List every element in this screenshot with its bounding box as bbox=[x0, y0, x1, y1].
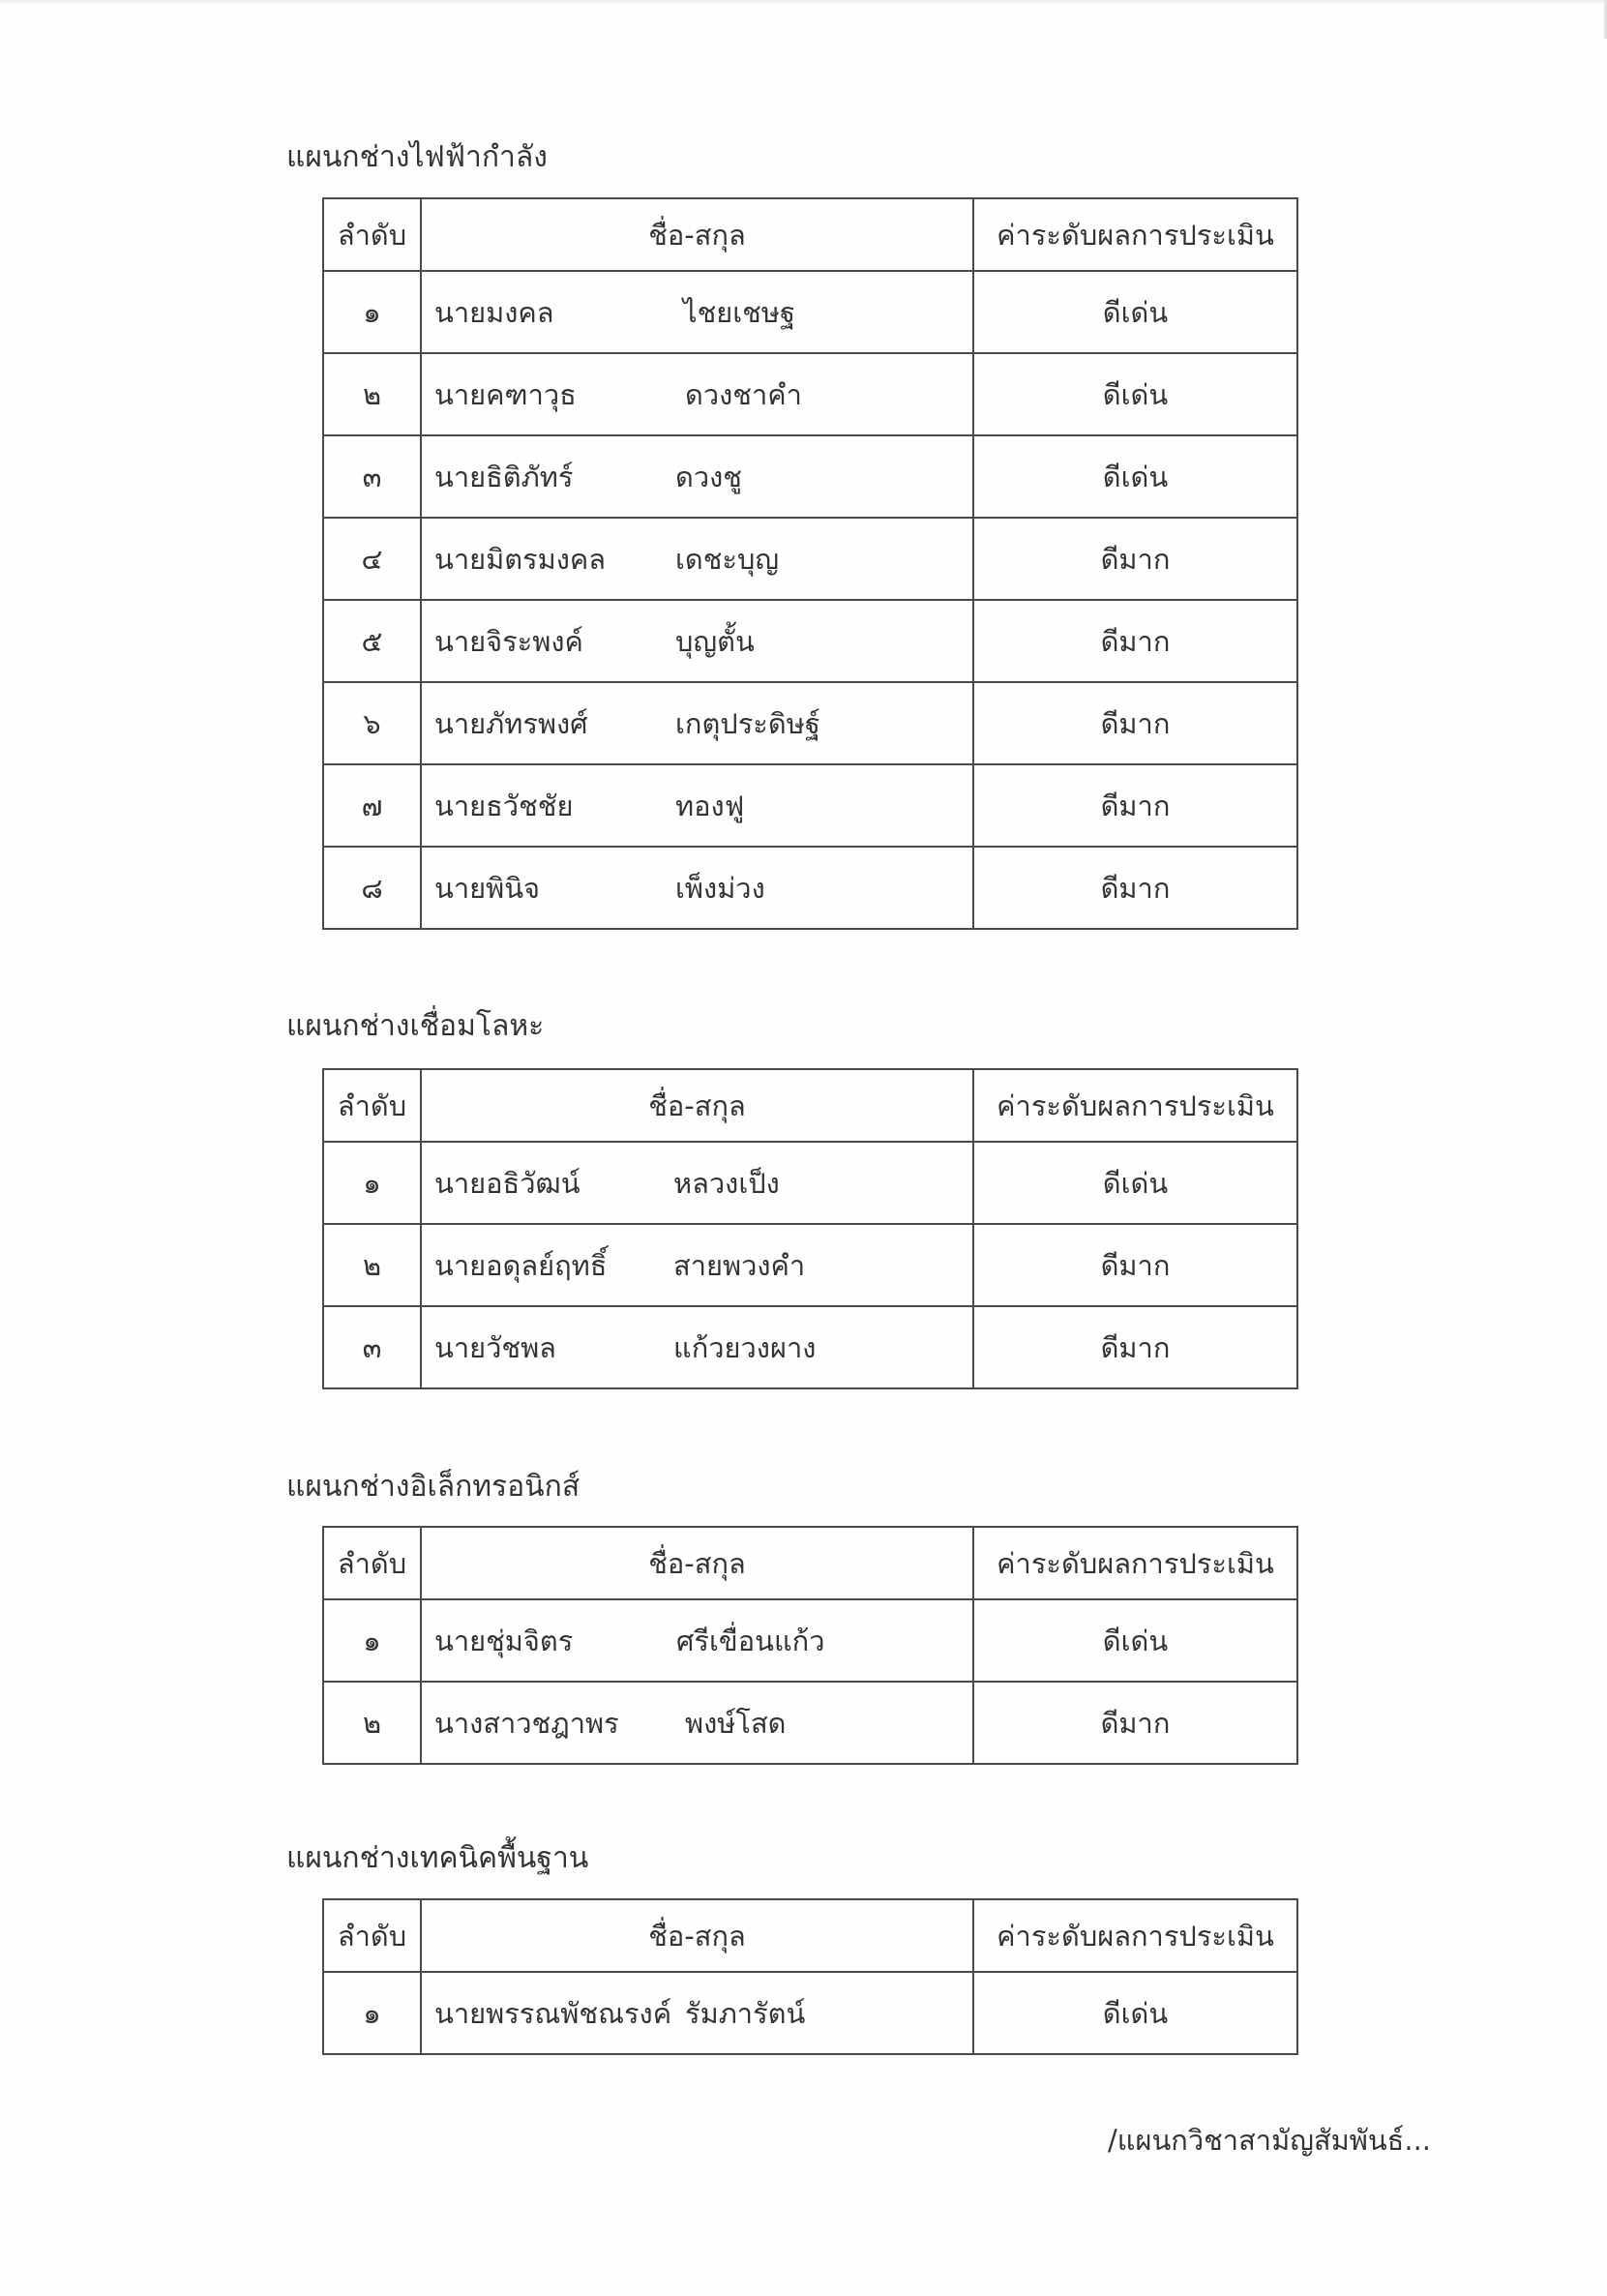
column-header-no: ลำดับ bbox=[323, 1527, 421, 1599]
evaluation-grade: ดีเด่น bbox=[973, 1972, 1297, 2054]
table-header-row bbox=[323, 1527, 1297, 1599]
column-header-name: ชื่อ-สกุล bbox=[421, 1069, 973, 1142]
first-name: นางสาวชฎาพร bbox=[434, 1706, 619, 1740]
last-name: เพ็งม่วง bbox=[675, 871, 765, 905]
full-name-cell bbox=[421, 1972, 973, 2054]
column-header-grade: ค่าระดับผลการประเมิน bbox=[973, 1899, 1297, 1972]
evaluation-table-electrical-power bbox=[322, 197, 1298, 930]
full-name-cell bbox=[421, 1142, 973, 1224]
section-title-electrical-power: แผนกช่างไฟฟ้ากำลัง bbox=[286, 140, 548, 174]
evaluation-grade: ดีมาก bbox=[973, 1224, 1297, 1306]
table-header-row bbox=[323, 1899, 1297, 1972]
row-number: ๒ bbox=[323, 1224, 421, 1306]
first-name: นายธวัชชัย bbox=[434, 789, 574, 822]
full-name-cell bbox=[421, 1599, 973, 1682]
evaluation-grade: ดีมาก bbox=[973, 764, 1297, 847]
evaluation-grade: ดีเด่น bbox=[973, 1599, 1297, 1682]
full-name-cell bbox=[421, 847, 973, 929]
first-name: นายวัชพล bbox=[434, 1330, 556, 1364]
column-header-grade: ค่าระดับผลการประเมิน bbox=[973, 1069, 1297, 1142]
table-header-row bbox=[323, 198, 1297, 271]
table-row bbox=[323, 271, 1297, 353]
evaluation-grade: ดีมาก bbox=[973, 682, 1297, 764]
first-name: นายอธิวัฒน์ bbox=[434, 1166, 580, 1200]
full-name-cell bbox=[421, 600, 973, 682]
evaluation-table-electronics bbox=[322, 1526, 1298, 1765]
full-name-cell bbox=[421, 682, 973, 764]
full-name-cell bbox=[421, 353, 973, 435]
first-name: นายธิติภัทร์ bbox=[434, 460, 574, 493]
table-row bbox=[323, 353, 1297, 435]
table-row bbox=[323, 1142, 1297, 1224]
table-row bbox=[323, 1972, 1297, 2054]
row-number: ๘ bbox=[323, 847, 421, 929]
last-name: รัมภารัตน์ bbox=[685, 1996, 806, 2030]
last-name: เดชะบุญ bbox=[675, 542, 780, 576]
last-name: สายพวงคำ bbox=[673, 1248, 806, 1282]
first-name: นายภัทรพงศ์ bbox=[434, 706, 588, 740]
last-name: ดวงชู bbox=[675, 460, 742, 493]
table-row bbox=[323, 1599, 1297, 1682]
first-name: นายชุ่มจิตร bbox=[434, 1624, 574, 1657]
column-header-grade: ค่าระดับผลการประเมิน bbox=[973, 1527, 1297, 1599]
last-name: ศรีเขื่อนแก้ว bbox=[676, 1624, 825, 1657]
row-number: ๓ bbox=[323, 1306, 421, 1388]
row-number: ๑ bbox=[323, 1599, 421, 1682]
row-number: ๑ bbox=[323, 1972, 421, 2054]
evaluation-grade: ดีเด่น bbox=[973, 353, 1297, 435]
last-name: พงษ์โสด bbox=[685, 1706, 787, 1740]
table-row bbox=[323, 518, 1297, 600]
full-name-cell bbox=[421, 435, 973, 518]
full-name-cell bbox=[421, 1682, 973, 1764]
table-row bbox=[323, 847, 1297, 929]
last-name: ทองฟู bbox=[675, 789, 745, 822]
row-number: ๑ bbox=[323, 271, 421, 353]
full-name-cell bbox=[421, 764, 973, 847]
table-row bbox=[323, 600, 1297, 682]
column-header-name: ชื่อ-สกุล bbox=[421, 1527, 973, 1599]
column-header-name: ชื่อ-สกุล bbox=[421, 1899, 973, 1972]
table-header-row bbox=[323, 1069, 1297, 1142]
last-name: บุญตั้น bbox=[675, 624, 755, 658]
column-header-grade: ค่าระดับผลการประเมิน bbox=[973, 198, 1297, 271]
last-name: หลวงเป็ง bbox=[673, 1166, 780, 1200]
row-number: ๓ bbox=[323, 435, 421, 518]
section-title-welding: แผนกช่างเชื่อมโลหะ bbox=[286, 1009, 545, 1043]
evaluation-table-welding bbox=[322, 1068, 1298, 1389]
table-row bbox=[323, 435, 1297, 518]
full-name-cell bbox=[421, 1224, 973, 1306]
evaluation-grade: ดีเด่น bbox=[973, 1142, 1297, 1224]
table-row bbox=[323, 1306, 1297, 1388]
row-number: ๕ bbox=[323, 600, 421, 682]
continuation-note: /แผนกวิชาสามัญสัมพันธ์... bbox=[1108, 2124, 1432, 2157]
last-name: ไชยเชษฐ bbox=[683, 295, 795, 329]
table-row bbox=[323, 682, 1297, 764]
last-name: ดวงชาคำ bbox=[685, 377, 802, 411]
row-number: ๗ bbox=[323, 764, 421, 847]
row-number: ๒ bbox=[323, 1682, 421, 1764]
evaluation-grade: ดีมาก bbox=[973, 1306, 1297, 1388]
row-number: ๑ bbox=[323, 1142, 421, 1224]
evaluation-table-basic-technics bbox=[322, 1898, 1298, 2055]
scan-edge bbox=[0, 0, 1607, 4]
section-title-electronics: แผนกช่างอิเล็กทรอนิกส์ bbox=[286, 1470, 580, 1504]
first-name: นายมิตรมงคล bbox=[434, 542, 607, 576]
first-name: นายพรรณพัชณรงค์ bbox=[434, 1996, 672, 2030]
evaluation-grade: ดีมาก bbox=[973, 847, 1297, 929]
last-name: แก้วยวงผาง bbox=[673, 1330, 817, 1364]
table-row bbox=[323, 764, 1297, 847]
row-number: ๖ bbox=[323, 682, 421, 764]
evaluation-grade: ดีเด่น bbox=[973, 271, 1297, 353]
table-row bbox=[323, 1682, 1297, 1764]
evaluation-grade: ดีมาก bbox=[973, 1682, 1297, 1764]
first-name: นายคฑาวุธ bbox=[434, 377, 577, 411]
table-row bbox=[323, 1224, 1297, 1306]
first-name: นายจิระพงค์ bbox=[434, 624, 583, 658]
column-header-no: ลำดับ bbox=[323, 1899, 421, 1972]
full-name-cell bbox=[421, 271, 973, 353]
first-name: นายมงคล bbox=[434, 295, 554, 329]
first-name: นายอดุลย์ฤทธิ์ bbox=[434, 1248, 608, 1282]
column-header-no: ลำดับ bbox=[323, 1069, 421, 1142]
row-number: ๒ bbox=[323, 353, 421, 435]
evaluation-grade: ดีมาก bbox=[973, 518, 1297, 600]
section-title-basic-technics: แผนกช่างเทคนิคพื้นฐาน bbox=[286, 1841, 589, 1875]
column-header-name: ชื่อ-สกุล bbox=[421, 198, 973, 271]
first-name: นายพินิจ bbox=[434, 871, 541, 905]
full-name-cell bbox=[421, 1306, 973, 1388]
last-name: เกตุประดิษฐ์ bbox=[675, 706, 820, 740]
evaluation-grade: ดีมาก bbox=[973, 600, 1297, 682]
column-header-no: ลำดับ bbox=[323, 198, 421, 271]
evaluation-grade: ดีเด่น bbox=[973, 435, 1297, 518]
row-number: ๔ bbox=[323, 518, 421, 600]
full-name-cell bbox=[421, 518, 973, 600]
